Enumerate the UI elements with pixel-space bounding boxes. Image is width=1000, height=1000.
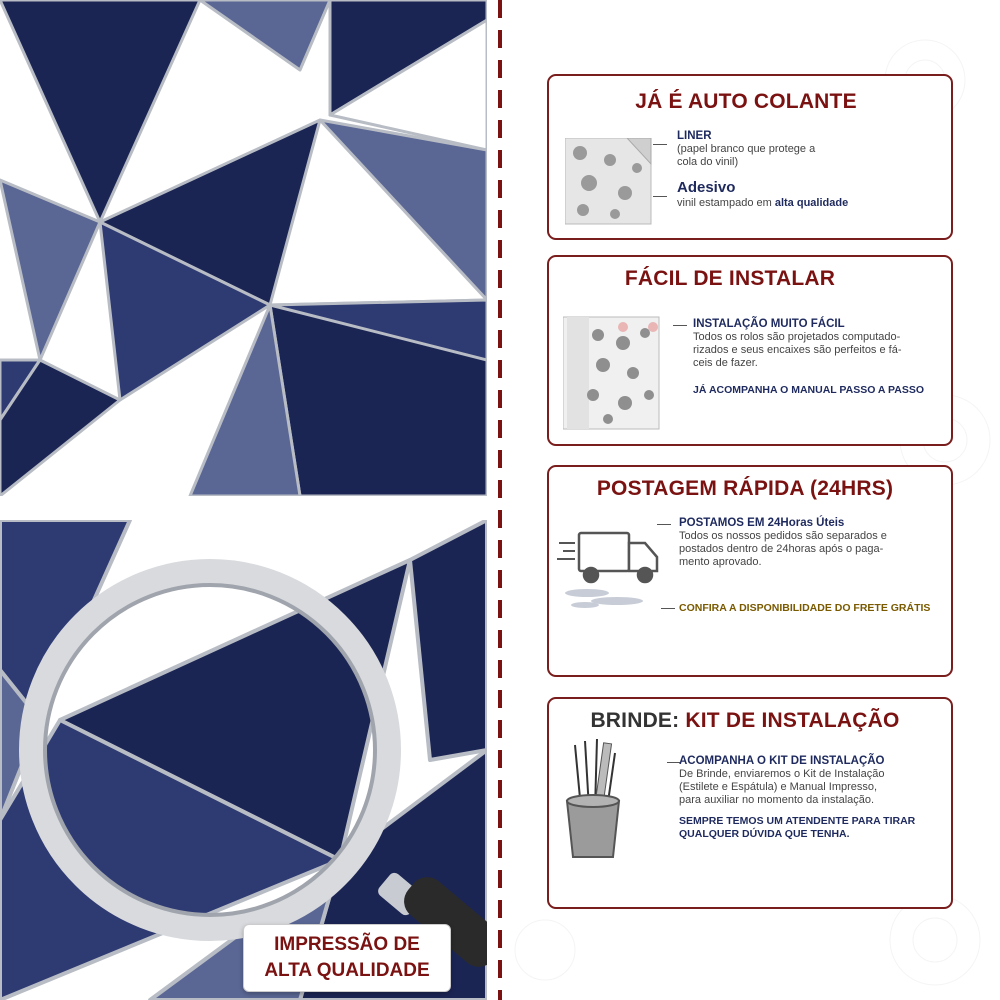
card-fast-shipping: [547, 465, 953, 677]
card-title: FÁCIL DE INSTALAR: [624, 267, 836, 290]
kit-text: [679, 755, 915, 841]
quality-badge-line2: ALTA QUALIDADE: [264, 960, 430, 981]
kit-lead: ACOMPANHA O KIT DE INSTALAÇÃO: [679, 755, 885, 767]
liner-desc-2: cola do vinil): [677, 156, 739, 168]
delivery-truck-icon: [557, 529, 661, 609]
quality-badge: [243, 924, 451, 992]
liner-title: LINER: [677, 130, 712, 142]
adhesive-desc: vinil estampado em: [677, 197, 772, 209]
kit-support-2: QUALQUER DÚVIDA QUE TENHA.: [679, 828, 850, 840]
liner-desc-1: (papel branco que protege a: [677, 143, 816, 155]
card-installation-kit: [547, 697, 953, 909]
vinyl-sample-icon: [565, 138, 655, 226]
install-lead: INSTALAÇÃO MUITO FÁCIL: [693, 318, 845, 330]
kit-line-3: para auxiliar no momento da instalação.: [679, 794, 875, 806]
connector-line: [653, 196, 667, 197]
adhesive-desc-bold: alta qualidade: [774, 197, 849, 209]
card-title: POSTAGEM RÁPIDA (24HRS): [596, 477, 894, 500]
kit-title-main: KIT DE INSTALAÇÃO: [685, 709, 900, 732]
quality-badge-line1: IMPRESSÃO DE: [274, 934, 420, 955]
card-title: JÁ É AUTO COLANTE: [635, 90, 857, 113]
shipping-line-1: Todos os nossos pedidos são separados e: [679, 530, 887, 542]
card-easy-install: [547, 255, 953, 446]
install-manual: JÁ ACOMPANHA O MANUAL PASSO A PASSO: [693, 384, 925, 396]
wallpaper-roll-icon: [563, 315, 663, 431]
geometric-pattern: [0, 0, 487, 496]
connector-line: [661, 608, 675, 609]
shipping-lead: POSTAMOS EM 24Horas Úteis: [679, 517, 845, 529]
wallpaper-pattern-preview: [0, 0, 487, 496]
kit-title-prefix: BRINDE:: [590, 709, 680, 732]
adhesive-title: Adesivo: [677, 179, 736, 196]
connector-line: [673, 325, 687, 326]
install-line-2: rizados e seus encaixes são perfeitos e fá-: [693, 344, 902, 356]
install-line-3: ceis de fazer.: [693, 357, 758, 369]
kit-support-1: SEMPRE TEMOS UM ATENDENTE PARA TIRAR: [679, 815, 916, 827]
connector-line: [657, 524, 671, 525]
shipping-text: [679, 517, 887, 569]
shipping-line-3: mento aprovado.: [679, 556, 762, 568]
free-shipping-note: CONFIRA A DISPONIBILIDADE DO FRETE GRÁTIS: [679, 602, 931, 614]
shipping-line-2: postados dentro de 24horas após o paga-: [679, 543, 884, 555]
tool-kit-icon: [555, 739, 631, 861]
kit-line-1: De Brinde, enviaremos o Kit de Instalação: [679, 768, 885, 780]
card-self-adhesive: [547, 74, 953, 240]
install-line-1: Todos os rolos são projetados computado-: [693, 331, 901, 343]
adhesive-text: [677, 179, 848, 210]
connector-line: [653, 144, 667, 145]
install-text: [693, 318, 924, 397]
kit-line-2: (Estilete e Espátula) e Manual Impresso,: [679, 781, 878, 793]
dashed-divider: [497, 0, 503, 1000]
card-title: [539, 709, 951, 733]
liner-text: [677, 130, 815, 169]
